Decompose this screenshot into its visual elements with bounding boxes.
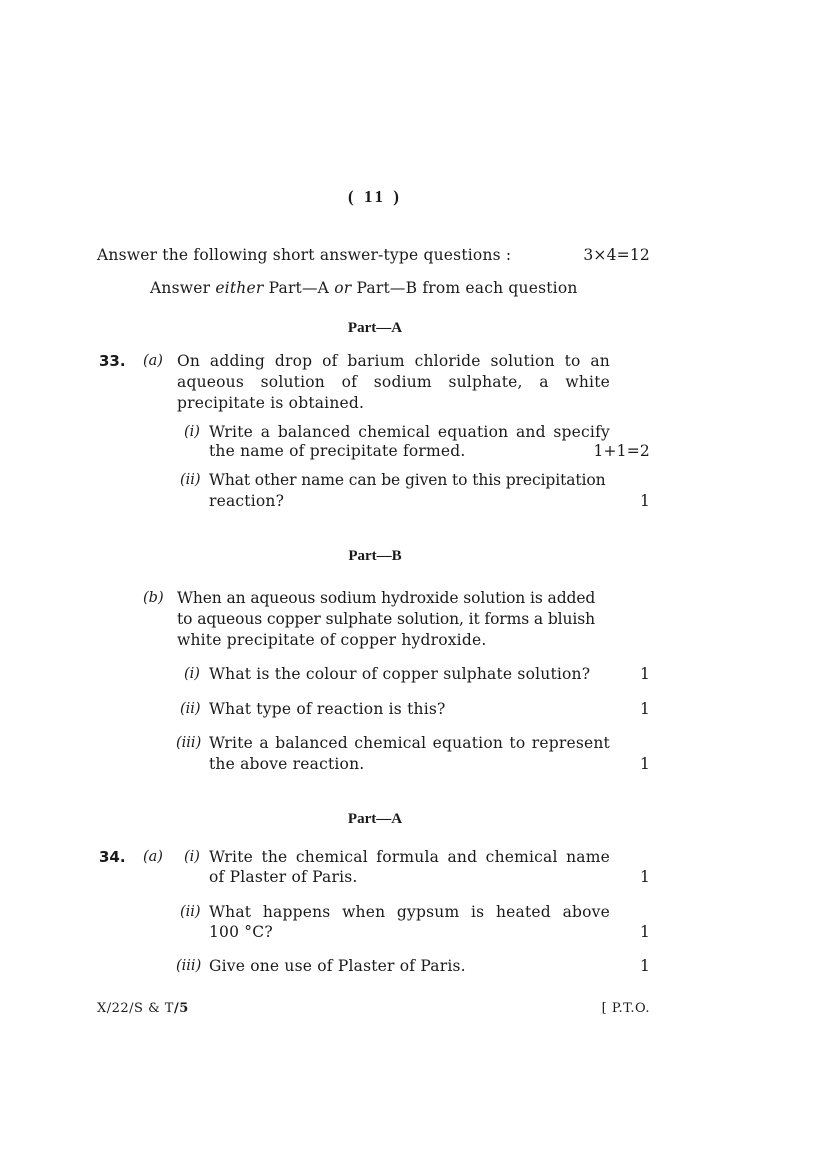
q34-number: 34. (99, 848, 126, 866)
footer-code (97, 1001, 189, 1016)
q33-a-i-marks: 1+1=2 (593, 442, 650, 460)
q33-a-ii-line-1: What other name can be given to this precipitation (209, 471, 606, 489)
q34-ii-marks: 1 (639, 923, 650, 941)
q33-a-i-label: (i) (184, 424, 200, 440)
instruction-text: Answer the following short answer-type questions : (97, 246, 512, 264)
q34-a-label: (a) (143, 849, 163, 865)
instruction-marks: 3×4=12 (583, 246, 650, 264)
q33-a-i-line-1: Write a balanced chemical equation and specify (209, 423, 610, 441)
q33-b-i-text: What is the colour of copper sulphate solution? (209, 665, 591, 683)
q33-b-iii-line-2: the above reaction. (209, 755, 365, 773)
q33-b-ii-label: (ii) (180, 701, 201, 717)
q33-a-ii-line-2: reaction? (209, 492, 285, 510)
q33-a-line-3: precipitate is obtained. (177, 394, 365, 412)
footer-pto: [ P.T.O. (601, 1001, 650, 1016)
either-or-line (150, 279, 578, 297)
q33-part-b-heading: Part—B (348, 548, 402, 564)
q33-part-a-heading: Part—A (347, 320, 403, 336)
q34-iii-label: (iii) (176, 958, 202, 974)
page-number: ( 11 ) (348, 187, 402, 206)
q34-ii-line-1: What happens when gypsum is heated above (209, 903, 610, 921)
q33-b-label: (b) (143, 590, 164, 606)
q33-b-ii-marks: 1 (639, 700, 650, 718)
q33-b-iii-marks: 1 (639, 755, 650, 773)
q34-i-line-1: Write the chemical formula and chemical name (209, 848, 610, 866)
q33-number: 33. (99, 352, 126, 370)
q34-ii-line-2: 100 °C? (209, 923, 273, 941)
either-pre: Answer (150, 279, 216, 297)
q33-a-line-1: On adding drop of barium chloride solution to an (177, 352, 610, 370)
q33-b-ii-text: What type of reaction is this? (209, 700, 446, 718)
either-mid: Part—A (263, 279, 335, 297)
q33-a-ii-marks: 1 (639, 492, 650, 510)
or-word: or (334, 279, 352, 297)
q33-a-label: (a) (143, 353, 163, 369)
q33-b-line-1: When an aqueous sodium hydroxide solution is added (177, 589, 596, 607)
q33-b-iii-label: (iii) (176, 735, 202, 751)
q34-ii-label: (ii) (180, 904, 201, 920)
q34-i-label: (i) (184, 849, 200, 865)
q33-b-iii-line-1: Write a balanced chemical equation to represent (209, 734, 610, 752)
q34-iii-text: Give one use of Plaster of Paris. (209, 957, 466, 975)
q33-a-i-line-2: the name of precipitate formed. (209, 442, 466, 460)
q33-b-i-marks: 1 (639, 665, 650, 683)
q33-b-i-label: (i) (184, 666, 200, 682)
q33-b-line-2: to aqueous copper sulphate solution, it forms a bluish (177, 610, 596, 628)
footer-code-prefix: X/22/S & T (97, 1001, 174, 1016)
q34-iii-marks: 1 (639, 957, 650, 975)
q33-b-line-3: white precipitate of copper hydroxide. (177, 631, 487, 649)
footer-code-suffix: /5 (173, 1001, 189, 1016)
q34-part-a-heading: Part—A (347, 811, 403, 827)
either-word: either (215, 279, 264, 297)
q33-a-ii-label: (ii) (180, 472, 201, 488)
q34-i-line-2: of Plaster of Paris. (209, 868, 358, 886)
q34-i-marks: 1 (639, 868, 650, 886)
q33-a-line-2: aqueous solution of sodium sulphate, a white (177, 373, 610, 391)
either-post: Part—B from each question (351, 279, 578, 297)
